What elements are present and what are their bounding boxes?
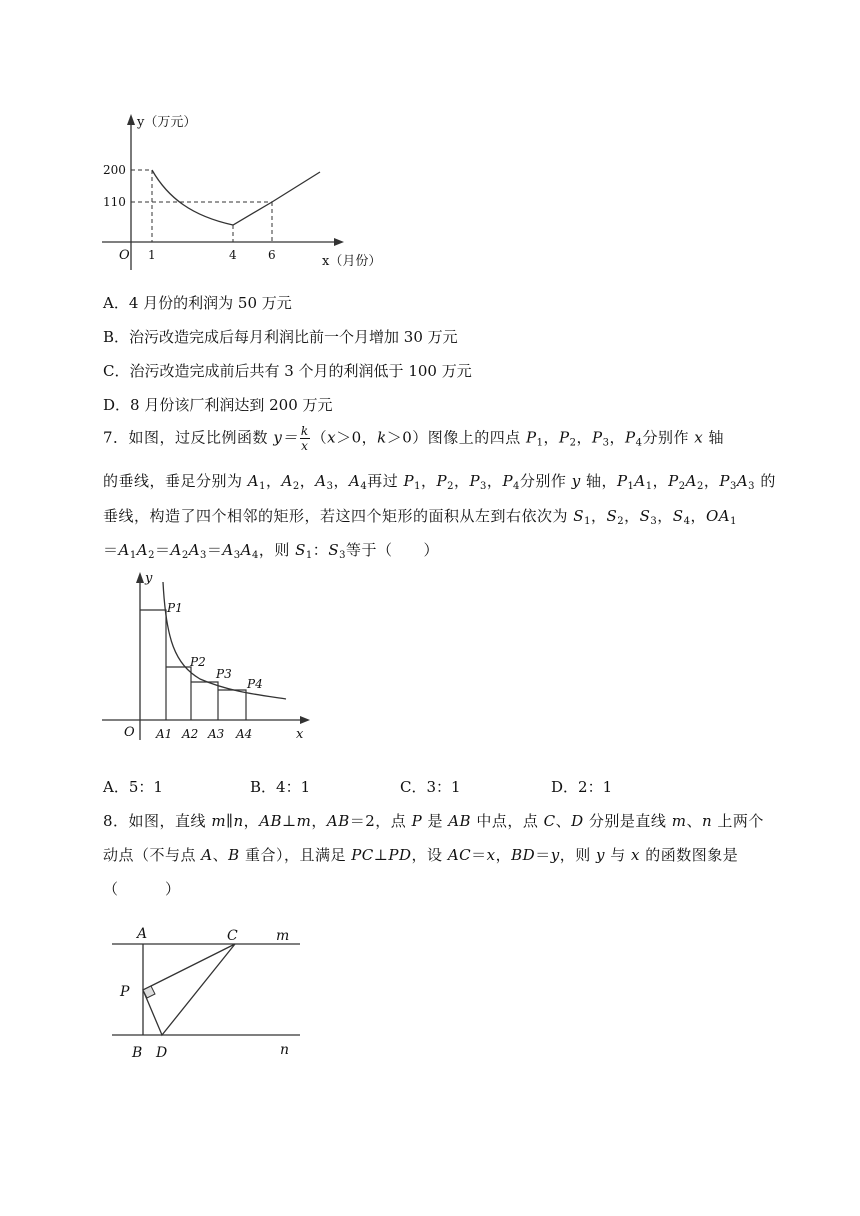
x-axis-arrow [334,238,344,246]
y-axis-label: y [145,571,153,586]
q7-line-3: 垂线，构造了四个相邻的矩形，若这四个矩形的面积从左到右依次为 $S_1$，$S_2$，$S_3$，$S_4$，$OA_1$ [103,507,737,527]
y-tick-200: 200 [103,163,126,177]
x-axis-label: x（月份） [322,254,382,269]
label-a4: A4 [236,727,253,741]
hyperbola-curve [163,582,286,699]
profit-curve [152,170,320,225]
q7-option-d: D．2：1 [551,778,613,796]
y-axis-label: y（万元） [137,115,197,130]
label-d: D [156,1045,168,1061]
q7-line-2: 的垂线，垂足分别为 $A_1$，$A_2$，$A_3$，$A_4$再过 $P_1$，$P_2$，$P_3$，$P_4$分别作 y 轴，$P_1A_1$，$P_2A_2$，$P_3A_3$ 的 [103,472,776,492]
label-p4: P4 [247,677,263,691]
reciprocal-rectangles-graph [100,568,320,748]
y-axis-arrow [136,572,144,583]
q7-option-c: C．3：1 [400,778,461,796]
q7-line-1: 7．如图，过反比例函数 y＝ $\frac{k}{x}$ （x＞0，k＞0）图像上的四点 $P_1$，$P_2$，$P_3$，$P_4$分别作 x 轴 [103,424,724,453]
origin-label: O [124,725,135,740]
q8-line-2: 动点（不与点 A、B 重合），且满足 PC⊥PD，设 AC＝x，BD＝y，则 y 与 x 的函数图象是 [103,846,739,864]
x-tick-4: 4 [229,248,237,262]
origin-label: O [119,248,130,263]
q6-option-d: D．8 月份该厂利润达到 200 万元 [103,396,333,414]
q6-option-a: A．4 月份的利润为 50 万元 [103,294,292,312]
right-angle-mark [143,986,155,998]
q7-option-b: B．4：1 [250,778,311,796]
x-tick-6: 6 [268,248,276,262]
label-b: B [132,1045,143,1061]
x-axis-arrow [300,716,310,724]
label-a: A [137,926,148,942]
dashed-guide-lines [131,170,272,242]
label-p3: P3 [216,667,232,681]
fraction-k-over-x: $\frac{k}{x}$ [300,424,309,453]
triangle-pcd [143,944,235,1035]
q7-line-4: $=A_1A_2=A_2A_3=A_3A_4$，则 $S_1$：$S_3$等于（ ） [103,541,439,561]
label-n: n [280,1042,290,1058]
profit-graph [100,108,390,273]
label-a2: A2 [182,727,199,741]
label-a1: A1 [156,727,173,741]
y-tick-110: 110 [103,195,126,209]
x-axis-label: x [296,727,304,742]
q8-line-1: 8．如图，直线 m∥n，AB⊥m，AB＝2，点 P 是 AB 中点，点 C、D 分别是直线 m、n 上两个 [103,812,764,830]
parallel-lines-figure [110,920,310,1065]
q8-line-3: （ ） [103,880,181,898]
label-m: m [276,928,290,944]
y-axis-arrow [127,114,135,125]
label-a3: A3 [208,727,225,741]
x-tick-1: 1 [148,248,156,262]
label-p: P [120,984,130,1000]
q6-option-b: B．治污改造完成后每月利润比前一个月增加 30 万元 [103,328,458,346]
label-p2: P2 [190,655,206,669]
q6-option-c: C．治污改造完成前后共有 3 个月的利润低于 100 万元 [103,362,472,380]
q7-option-a: A．5：1 [103,778,163,796]
label-c: C [227,928,238,944]
label-p1: P1 [167,601,183,615]
